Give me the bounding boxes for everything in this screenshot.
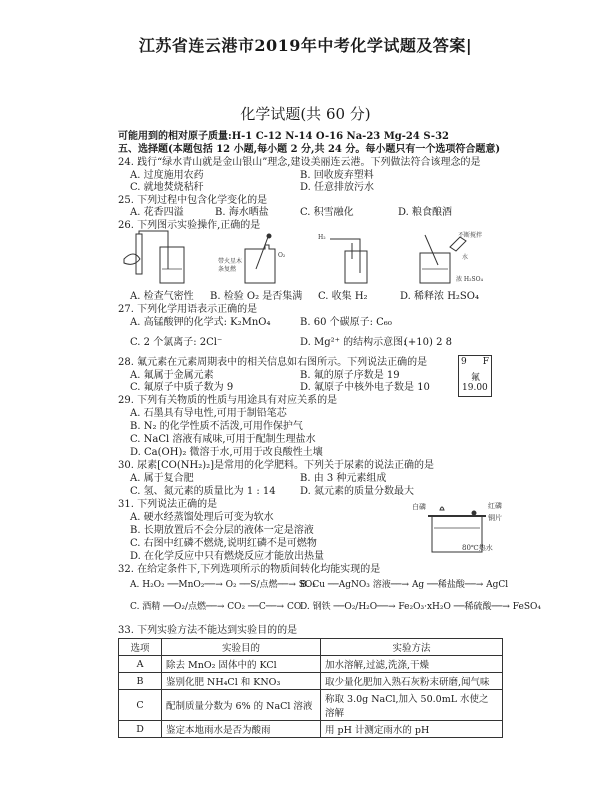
q25-option-b: B. 海水晒盐	[215, 207, 269, 218]
q28-option-b: B. 氟的原子序数是 19	[300, 370, 400, 381]
label-stir: 不断搅拌	[458, 232, 483, 239]
label-white-phosphorus: 白磷	[412, 503, 426, 511]
header-purpose: 实验目的	[162, 639, 321, 656]
cell-method: 用 pH 计测定雨水的 pH	[321, 721, 503, 738]
figure-c-collect-h2	[330, 239, 367, 283]
atomic-masses: 可能用到的相对原子质量:H-1 C-12 N-14 O-16 Na-23 Mg-24 S-32	[118, 131, 449, 142]
header-option: 选项	[119, 639, 162, 656]
q31-option-a: A. 硬水经蒸馏处理后可变为软水	[130, 512, 274, 523]
label-water: 水	[462, 254, 469, 261]
label-red-phosphorus: 红磷	[488, 502, 502, 510]
label-acid: 浓 H₂SO₄	[456, 276, 483, 283]
q25-option-c: C. 积雪融化	[300, 207, 354, 218]
section-heading: 五、选择题(本题包括 12 小题,每小题 2 分,共 24 分。每小题只有一个选项符合题意)	[118, 144, 501, 155]
q25-stem: 25. 下列过程中包含化学变化的是	[118, 195, 268, 206]
header-method: 实验方法	[321, 639, 503, 656]
q26-option-d: D. 稀释浓 H₂SO₄	[400, 291, 479, 302]
q30-option-b: B. 由 3 种元素组成	[300, 473, 387, 484]
q28-option-d: D. 氟原子中核外电子数是 10	[300, 382, 430, 393]
q24-option-a: A. 过度施用农药	[130, 170, 204, 181]
cell-option: A	[119, 656, 162, 673]
paper-subtitle: 化学试题(共 60 分)	[240, 105, 371, 123]
q31-option-c: C. 右图中红磷不燃烧,说明红磷不是可燃物	[130, 538, 317, 549]
q29-option-a: A. 石墨具有导电性,可用于制铅笔芯	[130, 408, 287, 419]
q28-stem: 28. 氟元素在元素周期表中的相关信息如右图所示。下列说法正确的是	[118, 357, 428, 368]
label-wood-2: 条复燃	[218, 266, 237, 273]
q33-stem: 33. 下列实验方法不能达到实验目的的是	[118, 625, 298, 636]
q29-stem: 29. 下列有关物质的性质与用途具有对应关系的是	[118, 395, 338, 406]
q24-option-b: B. 回收废弃塑料	[300, 170, 374, 181]
q26-option-b: B. 检验 O₂ 是否集满	[210, 291, 303, 302]
q32-option-d: D. 钢铁 ──O₂/H₂O──→ Fe₂O₃·xH₂O ──稀硫酸──→ FeSO₄	[300, 602, 542, 612]
label-copper-sheet: 铜片	[488, 514, 502, 522]
q27-stem: 27. 下列化学用语表示正确的是	[118, 304, 258, 315]
cell-purpose: 除去 MnO₂ 固体中的 KCl	[162, 656, 321, 673]
table-row	[119, 656, 503, 673]
cell-purpose: 鉴别化肥 NH₄Cl 和 KNO₃	[162, 673, 321, 690]
cell-option: B	[119, 673, 162, 690]
q29-option-b: B. N₂ 的化学性质不活泼,可用作保护气	[130, 421, 303, 432]
q32-option-c: C. 酒精 ──O₂/点燃──→ CO₂ ──C──→ CO	[130, 602, 302, 612]
figure-b-oxygen-test	[245, 234, 275, 283]
q30-option-c: C. 氢、氮元素的质量比为 1 : 14	[130, 486, 276, 497]
label-o2: O₂	[278, 252, 286, 259]
cell-option: C	[119, 690, 162, 721]
table-row	[119, 673, 503, 690]
label-h2: H₂	[318, 234, 326, 241]
q26-apparatus-figures	[120, 229, 500, 289]
q30-option-a: A. 属于复合肥	[130, 473, 194, 484]
q29-option-c: C. NaCl 溶液有咸味,可用于配制生理盐水	[130, 434, 316, 445]
q30-stem: 30. 尿素[CO(NH₂)₂]是常用的化学肥料。下列关于尿素的说法正确的是	[118, 460, 435, 471]
atomic-mass: 19.00	[462, 383, 488, 393]
element-symbol: F	[482, 357, 489, 367]
q25-option-a: A. 花香四溢	[130, 207, 184, 218]
cell-purpose: 配制质量分数为 6% 的 NaCl 溶液	[162, 690, 321, 721]
element-name: 氟	[471, 373, 481, 383]
q29-option-d: D. Ca(OH)₂ 微溶于水,可用于改良酸性土壤	[130, 447, 323, 458]
q28-option-a: A. 氟属于金属元素	[130, 370, 214, 381]
q27-option-a: A. 高锰酸钾的化学式: K₂MnO₄	[130, 317, 271, 328]
table-header-row	[119, 639, 503, 656]
q25-option-d: D. 粮食酿酒	[398, 207, 453, 218]
q32-stem: 32. 在给定条件下,下列选项所示的物质间转化均能实现的是	[118, 564, 381, 575]
q32-option-b: B. Cu ──AgNO₃ 溶液──→ Ag ──稀盐酸──→ AgCl	[300, 580, 509, 590]
table-row	[119, 721, 503, 738]
cell-method: 取少量化肥加入熟石灰粉末研磨,闻气味	[321, 673, 503, 690]
document-title: 江苏省连云港市2019年中考化学试题及答案|	[138, 36, 473, 55]
label-hot-water: 80℃热水	[462, 544, 493, 552]
q28-option-c: C. 氟原子中质子数为 9	[130, 382, 234, 393]
figure-a-airtightness	[124, 231, 184, 283]
q26-option-a: A. 检查气密性	[130, 291, 194, 302]
q27-option-d: D. Mg²⁺ 的结构示意图:	[300, 337, 407, 348]
q24-option-c: C. 就地焚烧秸秆	[130, 182, 204, 193]
cell-purpose: 鉴定本地雨水是否为酸雨	[162, 721, 321, 738]
q31-stem: 31. 下列说法正确的是	[118, 499, 218, 510]
cell-option: D	[119, 721, 162, 738]
q31-phosphorus-figure	[410, 500, 510, 556]
cell-method: 加水溶解,过滤,洗涤,干燥	[321, 656, 503, 673]
q33-method-table	[118, 638, 503, 738]
q31-option-b: B. 长期放置后不会分层的液体一定是溶液	[130, 525, 314, 536]
fluorine-periodic-cell	[458, 355, 492, 397]
q26-stem: 26. 下列图示实验操作,正确的是	[118, 220, 261, 231]
q31-option-d: D. 在化学反应中只有燃烧反应才能放出热量	[130, 551, 325, 562]
q24-option-d: D. 任意排放污水	[300, 182, 375, 193]
label-wood: 带火星木	[218, 258, 243, 265]
q30-option-d: D. 氮元素的质量分数最大	[300, 486, 415, 497]
cell-method: 称取 3.0g NaCl,加入 50.0mL 水使之溶解	[321, 690, 503, 721]
mg-ion-structure: (+10) 2 8	[404, 337, 452, 348]
atomic-number: 9	[461, 357, 467, 367]
q24-stem: 24. 践行“绿水青山就是金山银山”理念,建设美丽连云港。下列做法符合该理念的是	[118, 157, 481, 168]
q32-option-a: A. H₂O₂ ──MnO₂──→ O₂ ──S/点燃──→ SO₂	[130, 580, 316, 590]
table-row	[119, 690, 503, 721]
q26-option-c: C. 收集 H₂	[318, 291, 368, 302]
q27-option-c: C. 2 个氯离子: 2Cl⁻	[130, 337, 223, 348]
q27-option-b: B. 60 个碳原子: C₆₀	[300, 317, 392, 328]
